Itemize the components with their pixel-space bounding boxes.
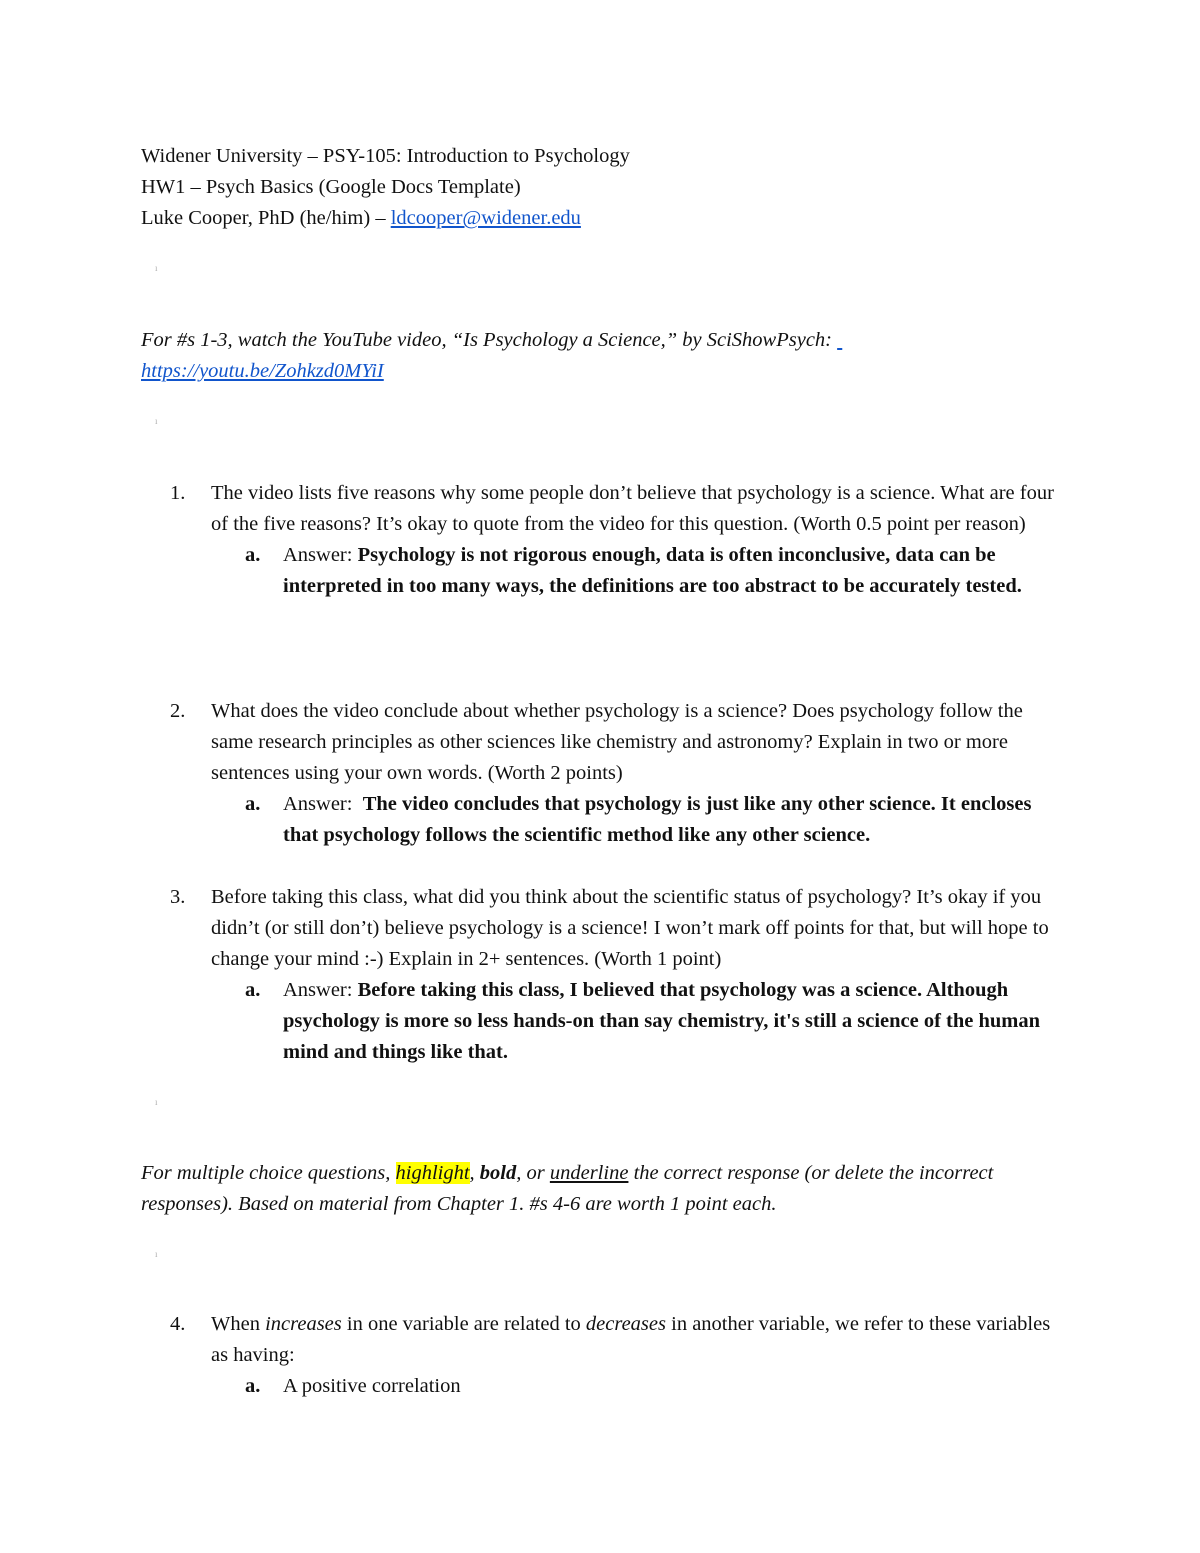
- question-number: 1.: [170, 482, 186, 504]
- mc-instructions-part2: , or: [516, 1162, 550, 1184]
- question-4: [170, 1309, 1070, 1402]
- question-text: Before taking this class, what did you think about the scientific status of psychology? It’s okay if you didn’t (or still don’t) believe psychology is a science! I won’t mark off points for that, but will hope to change your mind :-) Explain in 2+ sentences. (Worth 1 point): [211, 886, 1049, 970]
- document-header: [141, 141, 630, 234]
- answer-2: [245, 789, 1045, 851]
- answer-letter: a.: [245, 544, 261, 566]
- question-2: [170, 696, 1070, 851]
- q4-italic-increases: increases: [265, 1313, 342, 1335]
- bold-example: bold: [479, 1162, 517, 1184]
- question-number: 3.: [170, 886, 186, 908]
- answer-letter: a.: [245, 793, 261, 815]
- mc-comma: ,: [469, 1162, 480, 1184]
- answer-letter: a.: [245, 979, 261, 1001]
- q4-text-mid: in one variable are related to: [341, 1313, 586, 1335]
- question-1: [170, 478, 1070, 602]
- video-instructions: [141, 325, 1061, 387]
- option-letter: a.: [245, 1375, 261, 1397]
- answer-1: [245, 540, 1045, 602]
- paragraph-marker: ı: [155, 263, 158, 273]
- answer-3: [245, 975, 1045, 1068]
- option-a[interactable]: [245, 1371, 1045, 1402]
- instructor-name: Luke Cooper, PhD (he/him) –: [141, 207, 391, 229]
- answer-text[interactable]: The video concludes that psychology is just like any other science. It encloses that psychology follows the scientific method like any other science.: [283, 793, 1032, 846]
- answer-label: Answer:: [283, 793, 363, 815]
- question-text: [211, 1309, 1061, 1371]
- underline-example: underline: [549, 1162, 629, 1184]
- mc-instructions-part3: the correct response (or delete the incorrect responses). Based on material from Chapter 1. #s 4-6 are worth 1 point each.: [141, 1162, 994, 1215]
- paragraph-marker: ı: [155, 416, 158, 426]
- multiple-choice-instructions: [141, 1158, 1061, 1220]
- paragraph-marker: ı: [155, 1249, 158, 1259]
- header-course-line: Widener University – PSY-105: Introduction to Psychology: [141, 145, 630, 167]
- video-instructions-text: For #s 1-3, watch the YouTube video, “Is Psychology a Science,” by SciShowPsych:: [141, 329, 838, 351]
- answer-label: Answer:: [283, 544, 358, 566]
- question-3: [170, 882, 1070, 1068]
- question-text: The video lists five reasons why some people don’t believe that psychology is a science. What are four of the five reasons? It’s okay to quote from the video for this question. (Worth 0.5 point per reason): [211, 482, 1054, 535]
- answer-text[interactable]: Psychology is not rigorous enough, data is often inconclusive, data can be interpreted in too many ways, the definitions are too abstract to be accurately tested.: [283, 544, 1022, 597]
- highlight-example: highlight: [395, 1162, 470, 1184]
- q4-italic-decreases: decreases: [585, 1313, 666, 1335]
- mc-instructions-part1: For multiple choice questions,: [141, 1162, 396, 1184]
- question-text: What does the video conclude about whether psychology is a science? Does psychology follow the same research principles as other sciences like chemistry and astronomy? Explain in two or more sentences using your own words. (Worth 2 points): [211, 700, 1023, 784]
- option-text[interactable]: A positive correlation: [283, 1375, 461, 1397]
- video-link-stub[interactable]: [837, 329, 842, 351]
- header-assignment-line: HW1 – Psych Basics (Google Docs Template): [141, 176, 521, 198]
- paragraph-marker: ı: [155, 1097, 158, 1107]
- answer-label: Answer:: [283, 979, 358, 1001]
- question-number: 2.: [170, 700, 186, 722]
- header-instructor-line: [141, 203, 630, 234]
- video-link[interactable]: https://youtu.be/Zohkzd0MYiI: [141, 360, 384, 382]
- instructor-email-link[interactable]: ldcooper@widener.edu: [390, 207, 581, 229]
- question-number: 4.: [170, 1313, 186, 1335]
- q4-text-after: in another variable, we refer to these variables as having:: [211, 1313, 1051, 1366]
- q4-text-before: When: [211, 1313, 266, 1335]
- answer-text[interactable]: Before taking this class, I believed that psychology was a science. Although psychology is more so less hands-on than say chemistry, it's still a science of the human mind and things like that.: [283, 979, 1041, 1063]
